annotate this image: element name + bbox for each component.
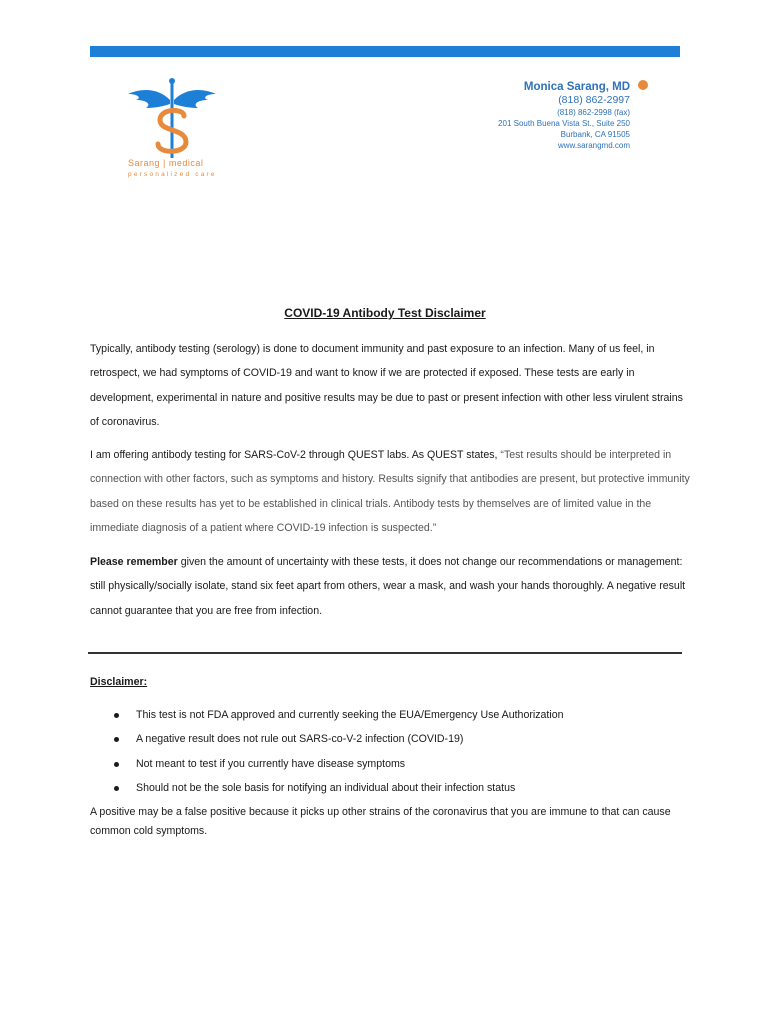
document-title: COVID-19 Antibody Test Disclaimer <box>284 306 486 320</box>
list-item: This test is not FDA approved and currently seeking the EUA/Emergency Use Authorization <box>112 703 564 727</box>
quest-quote: “Test results should be interpreted in connection with other factors, such as symptoms and history. Results signify that antibodies are present, but protective immunity based on these results has yet to be established in clinical trials. Antibody tests by themselves are of limited value in the immediate diagnosis of a patient where COVID-19 infection is suspected.” <box>90 449 690 534</box>
doctor-name: Monica Sarang, MD <box>523 81 630 93</box>
list-item: Should not be the sole basis for notifying an individual about their infection status <box>112 776 564 800</box>
logo-tagline: personalized care <box>128 171 217 178</box>
header-bar <box>90 46 680 57</box>
website-link[interactable]: www.sarangmd.com <box>557 141 630 150</box>
list-item: Not meant to test if you currently have disease symptoms <box>112 752 564 776</box>
disclaimer-list <box>112 703 564 800</box>
phone-number: (818) 862-2997 <box>558 94 630 106</box>
paragraph-false-positive: A positive may be a false positive because it picks up other strains of the coronavirus that you are immune to that can cause common cold symptoms. <box>90 806 671 837</box>
address-line-2: Burbank, CA 91505 <box>560 130 630 139</box>
paragraph-quest: I am offering antibody testing for SARS-CoV-2 through QUEST labs. As QUEST states, “Test results should be interpreted in connection with other factors, such as symptoms and history. Results signify that antibodies are present, but protective immunity based on these results has yet to be established in clinical trials. Antibody tests by themselves are of limited value in the immediate diagnosis of a patient where COVID-19 infection is suspected.” <box>90 449 690 534</box>
fax-number: (818) 862-2998 (fax) <box>557 108 630 117</box>
sarang-medical-logo <box>122 78 222 188</box>
list-item: A negative result does not rule out SARS-co-V-2 infection (COVID-19) <box>112 727 564 751</box>
disclaimer-heading: Disclaimer: <box>90 676 148 688</box>
caduceus-icon <box>122 78 222 158</box>
logo-wordmark: Sarang | medical <box>128 158 204 168</box>
contact-block <box>498 80 630 151</box>
orange-dot-icon <box>638 80 648 90</box>
paragraph-remember: Please remember given the amount of uncertainty with these tests, it does not change our recommendations or management: still physically/socially isolate, stand six feet apart from others, wear a mask, and wash your hands thoroughly. A negative result cannot guarantee that you are free from infection. <box>90 556 686 617</box>
section-divider <box>88 652 682 654</box>
address-line-1: 201 South Buena Vista St., Suite 250 <box>498 119 630 128</box>
paragraph-intro: Typically, antibody testing (serology) is done to document immunity and past exposure to an infection. Many of us feel, in retrospect, we had symptoms of COVID-19 and want to know if we are protected if exposed. These tests are early in development, experimental in nature and positive results may be due to past or present infection with other less virulent strains of coronavirus. <box>90 343 683 428</box>
